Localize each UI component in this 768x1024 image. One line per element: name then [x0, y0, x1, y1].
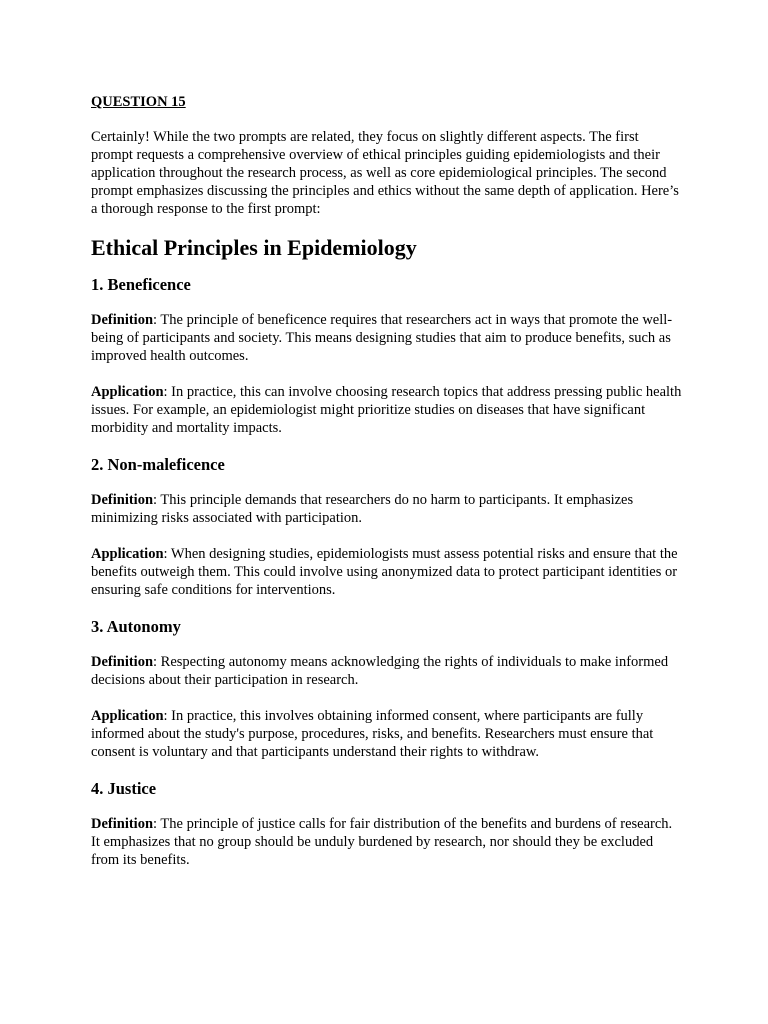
section-justice [91, 779, 683, 869]
definition-term: Definition [91, 492, 154, 508]
section-heading: 3. Autonomy [91, 617, 181, 636]
application-text: : In practice, this can involve choosing research topics that address pressing public health issues. For example, an epidemiologist might prioritize studies on diseases that have significant morbidity and mortality impacts. [91, 384, 682, 436]
section-heading: 2. Non-maleficence [91, 455, 225, 474]
section-beneficence [91, 275, 683, 437]
application-text: : In practice, this involves obtaining informed consent, where participants are fully informed about the study's purpose, procedures, risks, and benefits. Researchers must ensure that consent is voluntary and that participants understand their rights to withdraw. [91, 708, 654, 760]
definition-paragraph [91, 653, 683, 689]
application-text: : When designing studies, epidemiologists must assess potential risks and ensure that the benefits outweigh them. This could involve using anonymized data to protect participant identities or ensuring safe conditions for interventions. [91, 546, 678, 598]
definition-term: Definition [91, 654, 154, 670]
definition-paragraph [91, 311, 683, 365]
definition-term: Definition [91, 312, 154, 328]
application-paragraph [91, 383, 683, 437]
application-term: Application [91, 708, 164, 724]
section-non-maleficence [91, 455, 683, 599]
question-label: QUESTION 15 [91, 94, 186, 110]
section-autonomy [91, 617, 683, 761]
definition-text: : This principle demands that researchers do no harm to participants. It emphasizes minimizing risks associated with participation. [91, 492, 634, 526]
definition-text: : The principle of beneficence requires that researchers act in ways that promote the well-being of participants and society. This means designing studies that aim to produce benefits, such as improved health outcomes. [91, 312, 673, 364]
application-paragraph [91, 707, 683, 761]
application-paragraph [91, 545, 683, 599]
document-page [91, 93, 683, 887]
application-term: Application [91, 546, 164, 562]
section-heading: 4. Justice [91, 779, 157, 798]
definition-text: : The principle of justice calls for fair distribution of the benefits and burdens of research. It emphasizes that no group should be unduly burdened by research, nor should they be excluded from its benefits. [91, 816, 673, 868]
document-title: Ethical Principles in Epidemiology [91, 235, 417, 260]
definition-paragraph [91, 491, 683, 527]
definition-text: : Respecting autonomy means acknowledging the rights of individuals to make informed decisions about their participation in research. [91, 654, 669, 688]
application-term: Application [91, 384, 164, 400]
definition-term: Definition [91, 816, 154, 832]
section-heading: 1. Beneficence [91, 275, 191, 294]
intro-paragraph: Certainly! While the two prompts are related, they focus on slightly different aspects. The first prompt requests a comprehensive overview of ethical principles guiding epidemiologists and their application throughout the research process, as well as core epidemiological principles. The second prompt emphasizes discussing the principles and ethics without the same depth of application. Here’s a thorough response to the first prompt: [91, 129, 679, 217]
definition-paragraph [91, 815, 683, 869]
